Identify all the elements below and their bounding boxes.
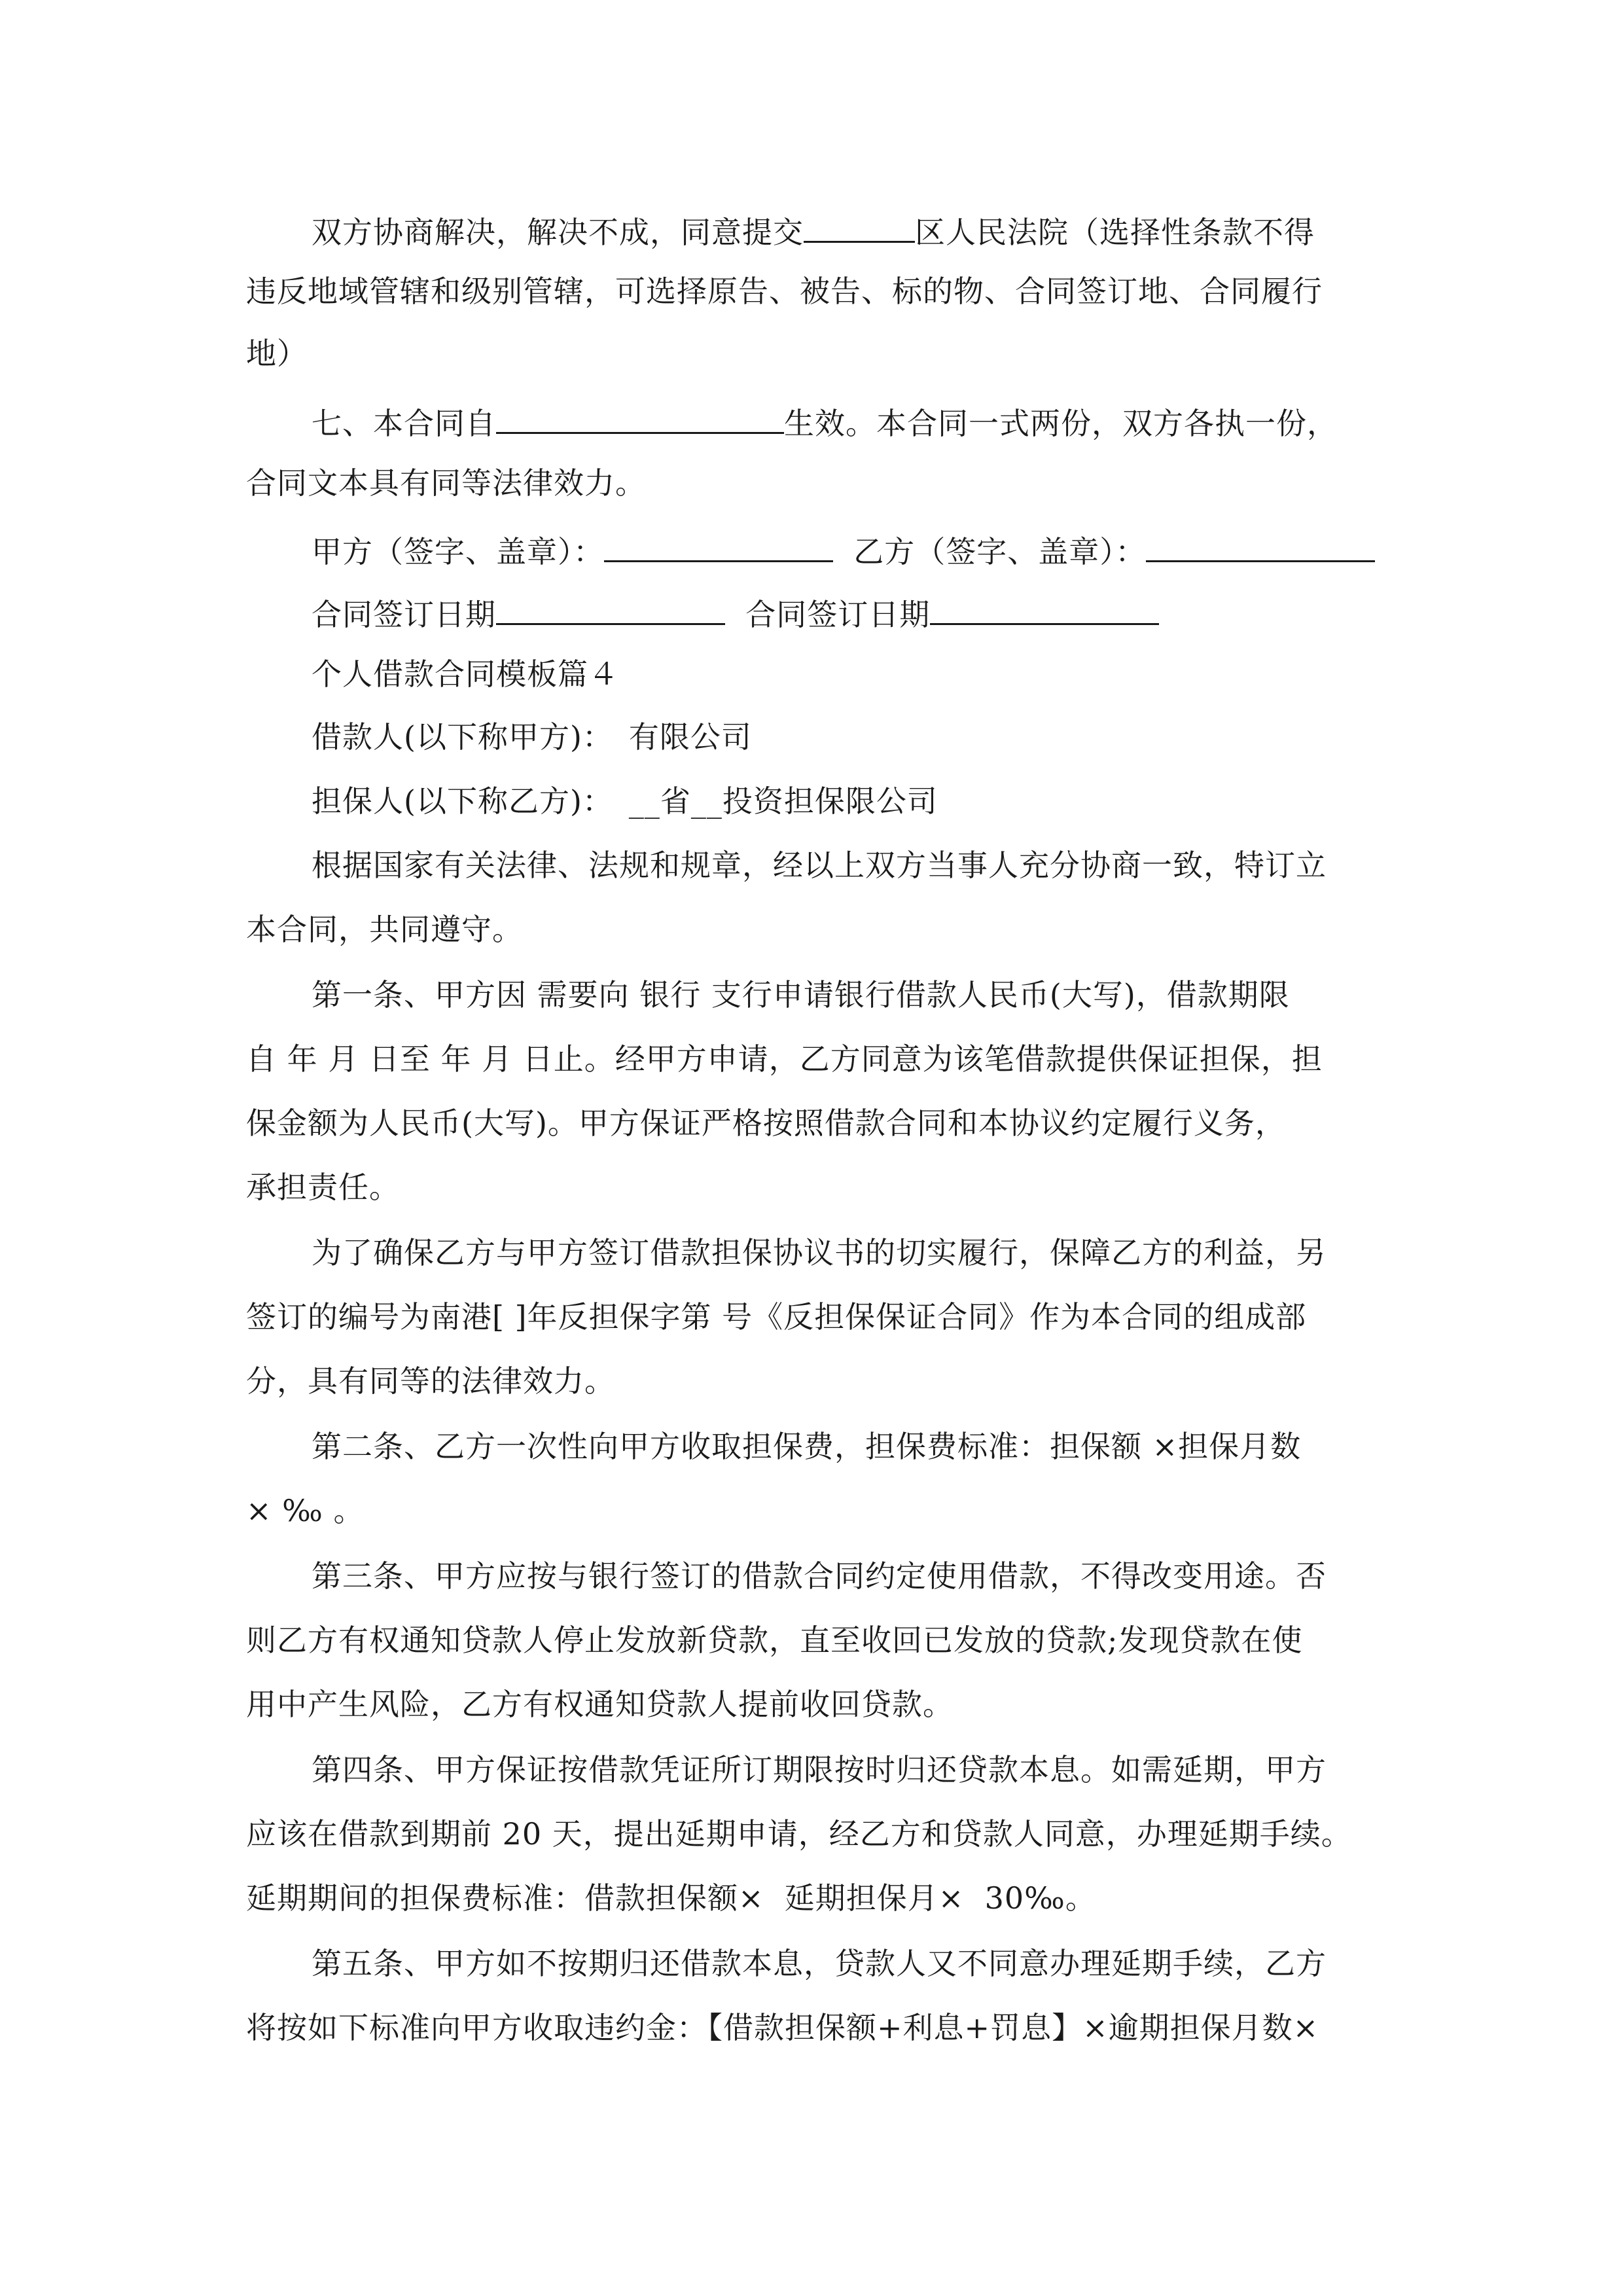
borrower-line: 借款人(以下称甲方)： 有限公司 (312, 719, 752, 755)
blank-underline (496, 401, 784, 434)
text-line: 本合同，共同遵守。 (246, 912, 523, 947)
text-line: 为了确保乙方与甲方签订借款担保协议书的切实履行，保障乙方的利益，另 (312, 1235, 1327, 1270)
text-line: 第四条、甲方保证按借款凭证所订期限按时归还贷款本息。如需延期，甲方 (312, 1752, 1327, 1787)
text-line: 第三条、甲方应按与银行签订的借款合同约定使用借款，不得改变用途。否 (312, 1558, 1327, 1594)
text-segment: 生效。本合同一式两份，双方各执一份， (784, 406, 1338, 441)
text-line: 违反地域管辖和级别管辖，可选择原告、被告、标的物、合同签订地、合同履行 (246, 274, 1323, 309)
text-segment: 双方协商解决，解决不成，同意提交 (312, 215, 804, 250)
blank-underline (1146, 529, 1375, 562)
text-line: 第二条、乙方一次性向甲方收取担保费，担保费标准：担保额 ×担保月数 (312, 1429, 1302, 1464)
text-line: 第一条、甲方因 需要向 银行 支行申请银行借款人民币(大写)，借款期限 (312, 977, 1290, 1013)
date-b-label: 合同签订日期 (745, 597, 931, 632)
section-heading: 个人借款合同模板篇４ (312, 656, 619, 692)
text-line: 根据国家有关法律、法规和规章，经以上双方当事人充分协商一致，特订立 (312, 848, 1327, 883)
text-line: 签订的编号为南港[ ]年反担保字第 号《反担保保证合同》作为本合同的组成部 (246, 1299, 1307, 1335)
party-b-signature-label: 乙方（签字、盖章）： (853, 534, 1147, 569)
text-line (312, 209, 1315, 252)
text-line: 第五条、甲方如不按期归还借款本息，贷款人又不同意办理延期手续，乙方 (312, 1946, 1327, 1981)
date-a-label: 合同签订日期 (312, 597, 496, 632)
text-line: 自 年 月 日至 年 月 日止。经甲方申请，乙方同意为该笔借款提供保证担保，担 (246, 1041, 1323, 1077)
blank-underline (496, 592, 725, 625)
text-line: 合同文本具有同等法律效力。 (246, 465, 646, 501)
text-line: 将按如下标准向甲方收取违约金：【借款担保额+利息+罚息】×逾期担保月数× (246, 2010, 1319, 2045)
blank-underline (604, 529, 833, 562)
text-line: 用中产生风险，乙方有权通知贷款人提前收回贷款。 (246, 1687, 954, 1722)
guarantor-line: 担保人(以下称乙方)： __省__投资担保限公司 (312, 783, 938, 819)
blank-underline (804, 209, 915, 243)
text-line: 承担责任。 (246, 1170, 400, 1205)
signature-line (312, 529, 1375, 571)
blank-underline (930, 592, 1159, 625)
text-segment: 区人民法院（选择性条款不得 (915, 215, 1315, 250)
text-line: 延期期间的担保费标准：借款担保额× 延期担保月× 30‰。 (246, 1880, 1096, 1916)
text-segment: 七、本合同自 (312, 406, 496, 441)
text-line: 地） (246, 336, 308, 371)
party-a-signature-label: 甲方（签字、盖章）： (312, 534, 604, 569)
text-line: × ‰ 。 (246, 1493, 365, 1528)
text-line (312, 401, 1338, 443)
text-line: 应该在借款到期前 20 天，提出延期申请，经乙方和贷款人同意，办理延期手续。 (246, 1816, 1352, 1852)
text-line: 则乙方有权通知贷款人停止发放新贷款，直至收回已发放的贷款;发现贷款在使 (246, 1623, 1303, 1658)
date-line (312, 592, 1159, 634)
text-line: 分，具有同等的法律效力。 (246, 1363, 615, 1399)
text-line: 保金额为人民币(大写)。甲方保证严格按照借款合同和本协议约定履行义务， (246, 1105, 1286, 1141)
